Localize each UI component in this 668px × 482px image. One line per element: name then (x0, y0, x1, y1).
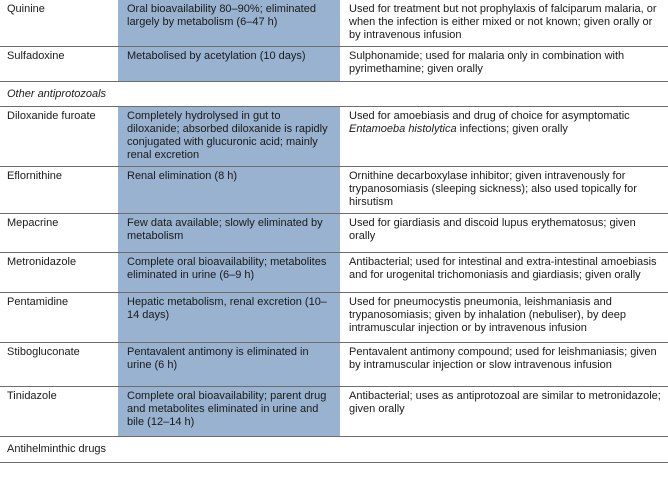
notes-cell: Used for giardiasis and discoid lupus erythematosus; given orally (340, 214, 668, 253)
notes-cell (340, 107, 668, 167)
section-header: Antihelminthic drugs (0, 437, 668, 463)
pharmacokinetics-cell: Completely hydrolysed in gut to diloxanide; absorbed diloxanide is rapidly conjugated with glucuronic acid; mainly renal excretion (118, 107, 340, 167)
notes-cell: Used for treatment but not prophylaxis of falciparum malaria, or when the infection is either mixed or not known; given orally or by intravenous infusion (340, 0, 668, 47)
drug-name: Stibogluconate (0, 343, 118, 387)
pharmacokinetics-cell: Complete oral bioavailability; metabolites eliminated in urine (6–9 h) (118, 253, 340, 293)
pharmacokinetics-cell: Renal elimination (8 h) (118, 167, 340, 214)
drug-name: Pentamidine (0, 293, 118, 343)
section-header-row (0, 82, 668, 107)
pharmacokinetics-cell: Hepatic metabolism, renal excretion (10–14 days) (118, 293, 340, 343)
drug-name: Quinine (0, 0, 118, 47)
table-row (0, 214, 668, 253)
drug-name: Diloxanide furoate (0, 107, 118, 167)
table-row (0, 47, 668, 82)
section-header-row (0, 437, 668, 463)
section-header: Other antiprotozoals (0, 82, 668, 107)
organism-name: Entamoeba histolytica (349, 123, 457, 135)
pharmacokinetics-cell: Few data available; slowly eliminated by metabolism (118, 214, 340, 253)
drug-name: Eflornithine (0, 167, 118, 214)
drug-name: Mepacrine (0, 214, 118, 253)
table-row (0, 253, 668, 293)
drug-name: Metronidazole (0, 253, 118, 293)
drug-name: Tinidazole (0, 387, 118, 437)
notes-text: Used for amoebiasis and drug of choice for asymptomatic (349, 110, 630, 122)
pharmacokinetics-cell: Complete oral bioavailability; parent drug and metabolites eliminated in urine and bile (12–14 h) (118, 387, 340, 437)
notes-cell: Ornithine decarboxylase inhibitor; given intravenously for trypanosomiasis (sleeping sickness); also used topically for hirsutism (340, 167, 668, 214)
table-row (0, 107, 668, 167)
table-row (0, 387, 668, 437)
notes-cell: Sulphonamide; used for malaria only in combination with pyrimethamine; given orally (340, 47, 668, 82)
table-row (0, 167, 668, 214)
notes-text: infections; given orally (456, 123, 568, 135)
pharmacokinetics-cell: Metabolised by acetylation (10 days) (118, 47, 340, 82)
notes-cell: Used for pneumocystis pneumonia, leishmaniasis and trypanosomiasis; given by inhalation (nebuliser), by deep intramuscular injection or by intravenous infusion (340, 293, 668, 343)
pharmacokinetics-cell: Pentavalent antimony is eliminated in urine (6 h) (118, 343, 340, 387)
notes-cell: Antibacterial; used for intestinal and extra-intestinal amoebiasis and for urogenital trichomoniasis and giardiasis; given orally (340, 253, 668, 293)
pharmacokinetics-cell: Oral bioavailability 80–90%; eliminated largely by metabolism (6–47 h) (118, 0, 340, 47)
notes-cell: Pentavalent antimony compound; used for leishmaniasis; given by intramuscular injection or slow intravenous infusion (340, 343, 668, 387)
table-row (0, 343, 668, 387)
table-row (0, 0, 668, 47)
table-row (0, 293, 668, 343)
drug-name: Sulfadoxine (0, 47, 118, 82)
notes-cell: Antibacterial; uses as antiprotozoal are similar to metronidazole; given orally (340, 387, 668, 437)
